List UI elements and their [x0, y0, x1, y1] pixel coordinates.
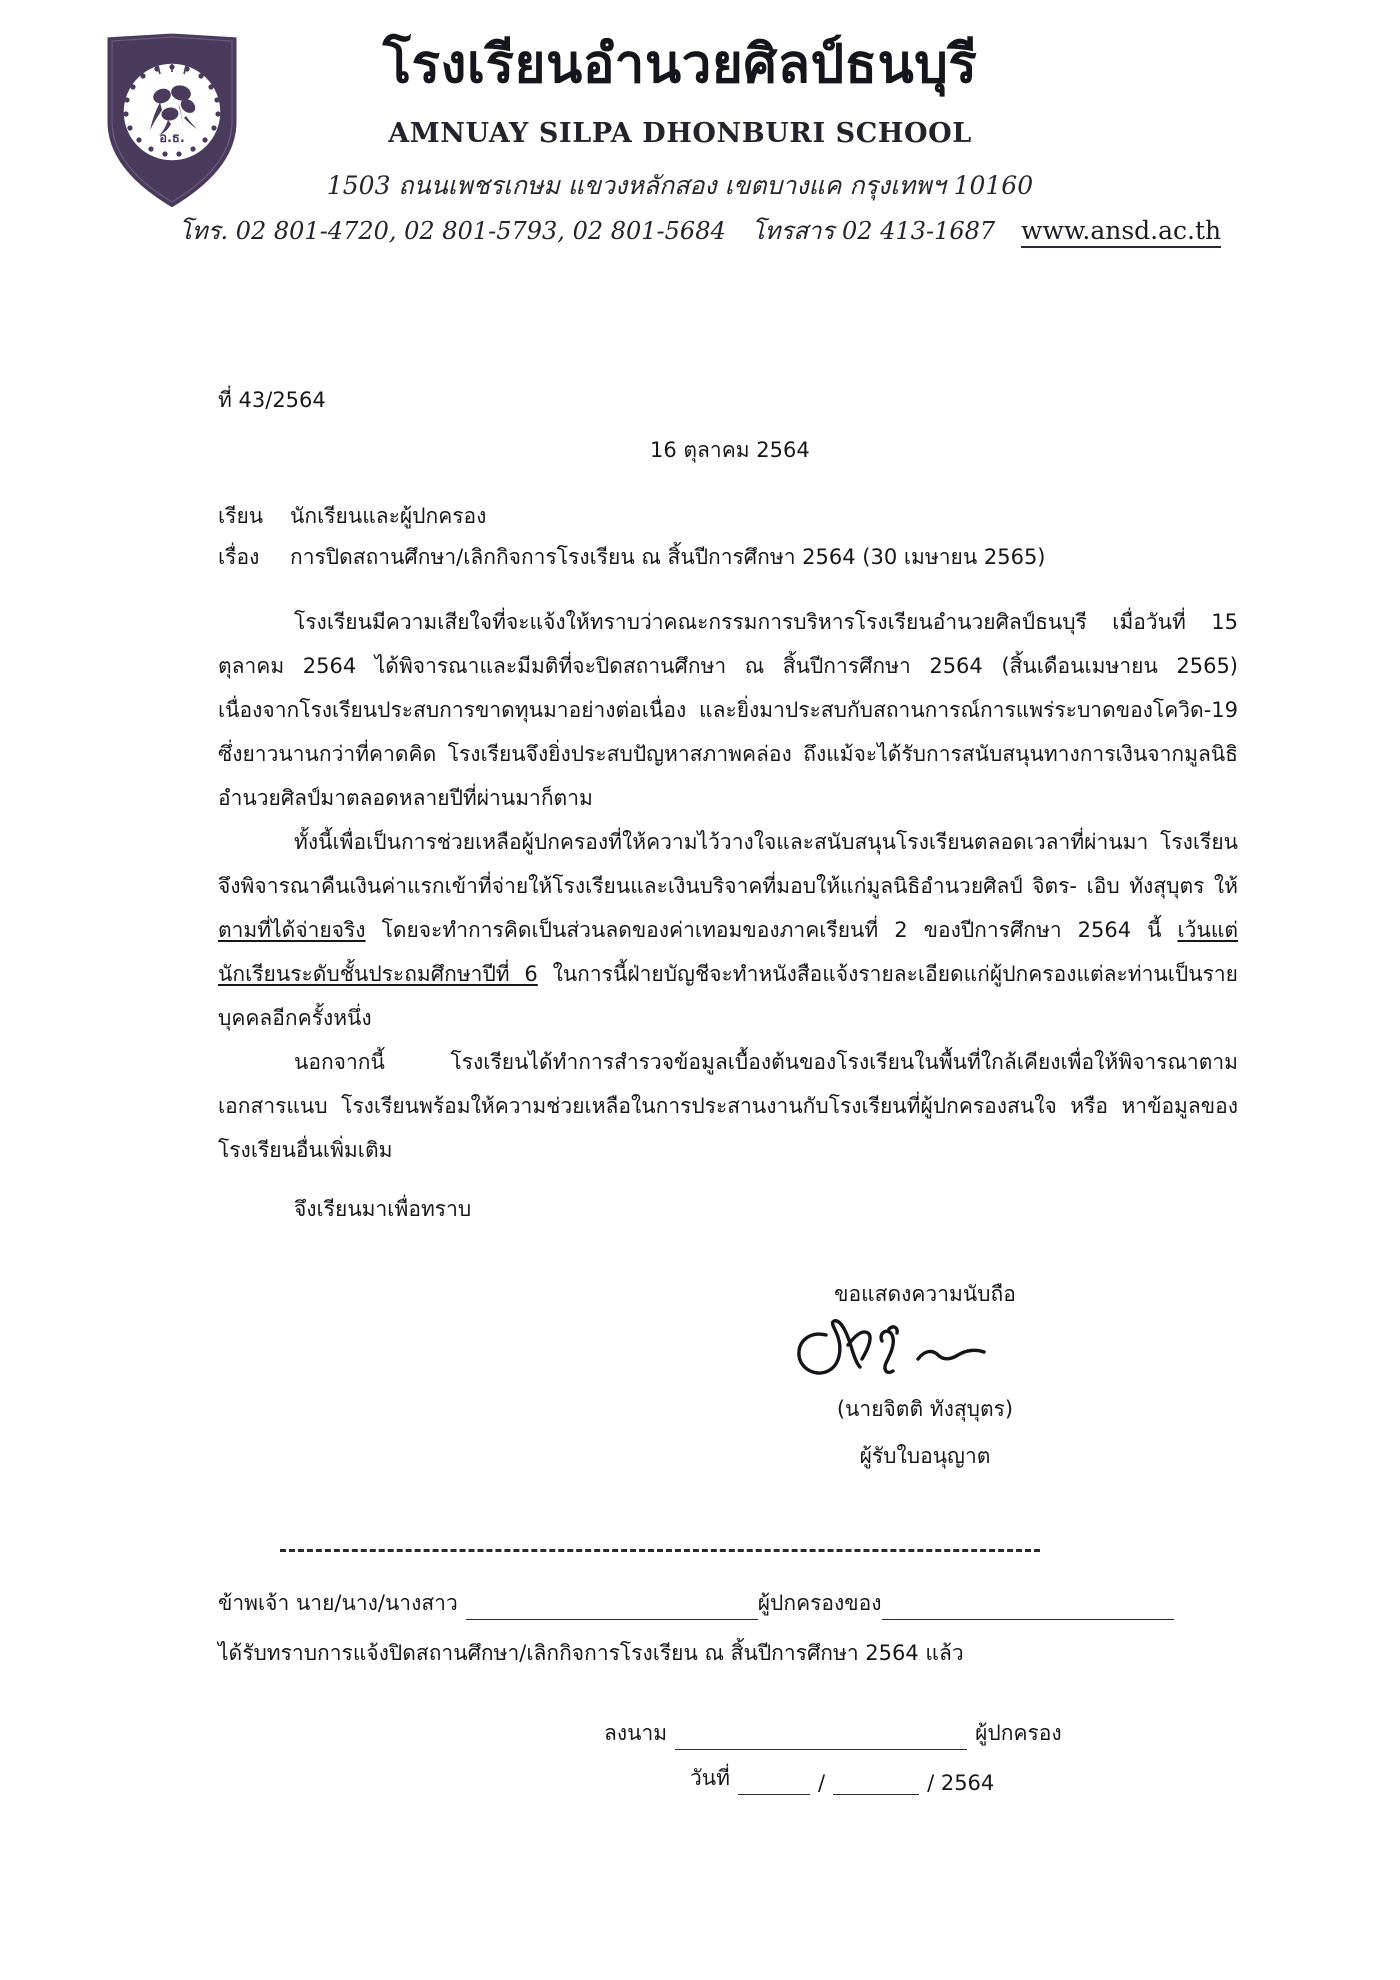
acknowledgement-signature-blank[interactable]	[675, 1730, 967, 1750]
body-paragraph-3: นอกจากนี้ โรงเรียนได้ทำการสำรวจข้อมูลเบื้องต้นของโรงเรียนในพื้นที่ใกล้เคียงเพื่อให้พิจารณาตามเอกสารแนบ โรงเรียนพร้อมให้ความช่วยเหลือในการประสานงานกับโรงเรียนที่ผู้ปกครองสนใจ หรือ หาข้อมูลของโรงเรียนอื่นเพิ่มเติม	[218, 1050, 1238, 1162]
letterhead	[0, 14, 1400, 294]
acknowledgement-student-blank[interactable]	[882, 1600, 1174, 1620]
acknowledgement-sign-label: ลงนาม	[604, 1721, 668, 1745]
paragraph-2-segment-1: ทั้งนี้เพื่อเป็นการช่วยเหลือผู้ปกครองที่ให้ความไว้วางใจและสนับสนุนโรงเรียนตลอดเวลาที่ผ่านมา โรงเรียนจึงพิจารณาคืนเงินค่าแรกเข้าที่จ่ายให้โรงเรียนและเงินบริจาคที่มอบให้แก่มูลนิธิอำนวยศิลป์ จิตร- เอิบ ทังสุบุตร ให้	[218, 830, 1238, 898]
paragraph-2-segment-2: โดยจะทำการคิดเป็นส่วนลดของค่าเทอมของภาคเรียนที่ 2 ของปีการศึกษา 2564 นี้	[365, 918, 1178, 942]
school-crest-icon	[98, 30, 246, 212]
signatory-name: (นายจิตติ ทังสุบุตร)	[836, 1397, 1014, 1421]
school-website[interactable]: www.ansd.ac.th	[1021, 216, 1221, 248]
document-date: 16 ตุลาคม 2564	[650, 438, 810, 462]
letter-body	[218, 600, 1238, 1172]
body-paragraph-1: โรงเรียนมีความเสียใจที่จะแจ้งให้ทราบว่าคณะกรรมการบริหารโรงเรียนอำนวยศิลป์ธนบุรี เมื่อวันที่ 15 ตุลาคม 2564 ได้พิจารณาและมีมติที่จะปิดสถานศึกษา ณ สิ้นปีการศึกษา 2564 (สิ้นเดือนเมษายน 2565) เนื่องจากโรงเรียนประสบการขาดทุนมาอย่างต่อเนื่อง และยิ่งมาประสบกับสถานการณ์การแพร่ระบาดของโควิด-19 ซึ่งยาวนานกว่าที่คาดคิด โรงเรียนจึงยิ่งประสบปัญหาสภาพคล่อง ถึงแม้จะได้รับการสนับสนุนทางการเงินจากมูลนิธิอำนวยศิลป์มาตลอดหลายปีที่ผ่านมาก็ตาม	[218, 610, 1238, 810]
acknowledgement-day-blank[interactable]	[738, 1775, 810, 1795]
acknowledgement-year: / 2564	[927, 1771, 995, 1795]
acknowledgement-month-blank[interactable]	[833, 1775, 919, 1795]
recipient-value: นักเรียนและผู้ปกครอง	[290, 504, 487, 528]
school-name-english: AMNUAY SILPA DHONBURI SCHOOL	[388, 118, 972, 149]
acknowledgement-sign-suffix: ผู้ปกครอง	[975, 1721, 1062, 1745]
recipient-row	[218, 500, 486, 533]
paragraph-2-segment-3: ในการนี้ฝ่ายบัญชีจะทำหนังสือแจ้งรายละเอียดแก่ผู้ปกครองแต่ละท่านเป็นรายบุคคลอีกครั้งหนึ่ง	[218, 962, 1238, 1030]
school-name-thai: โรงเรียนอำนวยศิลป์ธนบุรี	[382, 34, 978, 95]
acknowledgement-guardian-of-label: ผู้ปกครองของ	[757, 1591, 882, 1615]
signature-block	[730, 1278, 1120, 1473]
acknowledgement-name-row	[218, 1587, 1174, 1620]
tear-off-divider	[280, 1549, 1040, 1552]
school-address: 1503 ถนนเพชรเกษม แขวงหลักสอง เขตบางแค กรุงเทพฯ 10160	[326, 171, 1034, 200]
acknowledgement-statement: ได้รับทราบการแจ้งปิดสถานศึกษา/เลิกกิจการโรงเรียน ณ สิ้นปีการศึกษา 2564 แล้ว	[218, 1641, 964, 1665]
document-reference-number: ที่ 43/2564	[218, 388, 326, 412]
body-paragraph-2	[218, 820, 1238, 1040]
school-phone: โทร. 02 801-4720, 02 801-5793, 02 801-5684	[178, 217, 726, 245]
subject-row	[218, 541, 1046, 574]
paragraph-2-underlined-grade-6-exception: เว้นแต่นักเรียนระดับชั้นประถมศึกษาปีที่ 6	[218, 918, 1238, 986]
acknowledgement-name-blank[interactable]	[466, 1600, 758, 1620]
contact-row	[120, 211, 1280, 250]
crest-initials: อ.ธ.	[159, 131, 185, 146]
acknowledgement-date-row	[690, 1762, 994, 1795]
signature-regards: ขอแสดงความนับถือ	[834, 1282, 1016, 1306]
subject-label: เรื่อง	[218, 545, 260, 569]
acknowledgement-signature-row	[604, 1717, 1062, 1750]
acknowledgement-date-slash-1: /	[818, 1771, 826, 1795]
recipient-label: เรียน	[218, 504, 264, 528]
signatory-title: ผู้รับใบอนุญาต	[859, 1444, 991, 1468]
school-fax: โทรสาร 02 413-1687	[751, 217, 996, 245]
acknowledgement-date-label: วันที่	[690, 1766, 730, 1790]
subject-value: การปิดสถานศึกษา/เลิกกิจการโรงเรียน ณ สิ้นปีการศึกษา 2564 (30 เมษายน 2565)	[290, 545, 1046, 569]
letter-closing-statement: จึงเรียนมาเพื่อทราบ	[294, 1197, 472, 1221]
handwritten-signature-icon	[730, 1311, 1120, 1397]
acknowledgement-name-label: ข้าพเจ้า นาย/นาง/นางสาว	[218, 1591, 458, 1615]
paragraph-2-underlined-actual-payment: ตามที่ได้จ่ายจริง	[218, 918, 366, 942]
